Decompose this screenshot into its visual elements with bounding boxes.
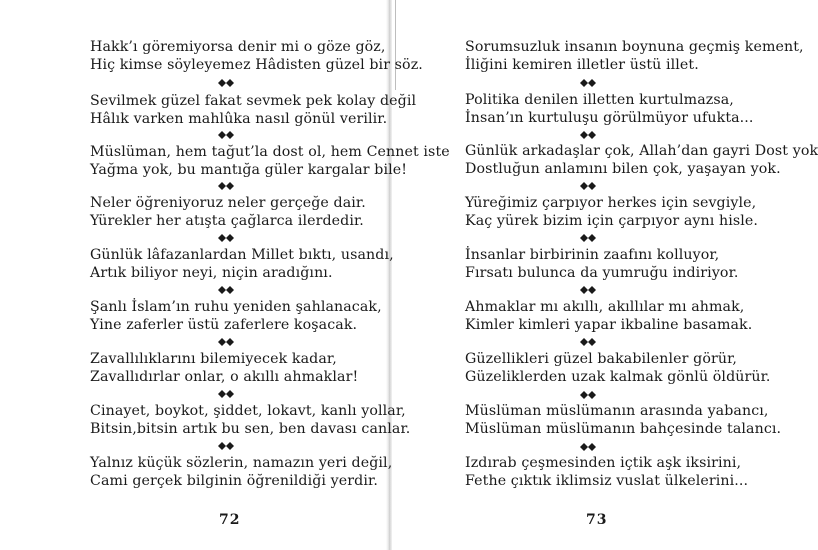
double-diamond-icon bbox=[580, 391, 600, 399]
stanza bbox=[90, 92, 416, 128]
double-diamond-icon bbox=[580, 234, 600, 242]
verse-line: Müslüman, hem tağut’la dost ol, hem Cennet iste bbox=[90, 144, 450, 160]
stanza bbox=[90, 402, 410, 438]
double-diamond-icon bbox=[218, 390, 238, 398]
verse-line: Zavallılıklarını bilemiyecek kadar, bbox=[90, 351, 337, 367]
page-number: 72 bbox=[219, 512, 241, 528]
stanza bbox=[90, 350, 358, 386]
verse-line: Yağma yok, bu mantığa güler kargalar bile! bbox=[90, 162, 408, 178]
stanza bbox=[90, 38, 423, 74]
verse-line: İnsanlar birbirinin zaafını kolluyor, bbox=[465, 247, 720, 263]
verse-line: Cinayet, boykot, şiddet, lokavt, kanlı yollar, bbox=[90, 403, 406, 419]
verse-line: Politika denilen illetten kurtulmazsa, bbox=[465, 92, 734, 108]
verse-line: Zavallıdırlar onlar, o akıllı ahmaklar! bbox=[90, 369, 359, 385]
verse-line: Güzeliklerden uzak kalmak gönlü öldürür. bbox=[465, 369, 771, 385]
double-diamond-icon bbox=[218, 131, 238, 139]
verse-line: Yürekler her atışta çağlarca ilerdedir. bbox=[90, 213, 364, 229]
verse-line: Günlük arkadaşlar çok, Allah’dan gayri Dost yok bbox=[465, 143, 818, 159]
stanza bbox=[90, 298, 382, 334]
double-diamond-icon bbox=[218, 182, 238, 190]
verse-line: Sevilmek güzel fakat sevmek pek kolay değil bbox=[90, 93, 417, 109]
verse-line: Hakk’ı göremiyorsa denir mi o göze göz, bbox=[90, 39, 386, 55]
stanza bbox=[465, 350, 771, 386]
verse-line: Günlük lâfazanlardan Millet bıktı, usandı, bbox=[90, 247, 394, 263]
double-diamond-icon bbox=[580, 182, 600, 190]
stanza bbox=[90, 246, 394, 282]
verse-line: Dostluğun anlamını bilen çok, yaşayan yok. bbox=[465, 161, 781, 177]
verse-line: Müslüman müslümanın bahçesinde talancı. bbox=[465, 421, 782, 437]
verse-line: Bitsin,bitsin artık bu sen, ben davası canlar. bbox=[90, 421, 411, 437]
verse-line: Artık biliyor neyi, niçin aradığını. bbox=[90, 265, 333, 281]
verse-line: Cami gerçek bilginin öğrenildiği yerdir. bbox=[90, 473, 378, 489]
stanza bbox=[90, 194, 366, 230]
right-page bbox=[390, 0, 818, 550]
stanza bbox=[465, 402, 781, 438]
stanza bbox=[465, 298, 752, 334]
stanza bbox=[465, 38, 804, 74]
verse-line: Müslüman müslümanın arasında yabancı, bbox=[465, 403, 769, 419]
stanza bbox=[465, 454, 748, 490]
double-diamond-icon bbox=[580, 338, 600, 346]
verse-line: Sorumsuzluk insanın boynuna geçmiş kement, bbox=[465, 39, 804, 55]
verse-line: Yalnız küçük sözlerin, namazın yeri değil, bbox=[90, 455, 393, 471]
double-diamond-icon bbox=[218, 338, 238, 346]
stanza bbox=[465, 142, 818, 178]
stanza bbox=[90, 454, 392, 490]
verse-line: Fethe çıktık iklimsiz vuslat ülkelerini... bbox=[465, 473, 749, 489]
double-diamond-icon bbox=[218, 79, 238, 87]
stanza bbox=[465, 246, 739, 282]
verse-line: Izdırab çeşmesinden içtik aşk iksirini, bbox=[465, 455, 742, 471]
double-diamond-icon bbox=[218, 286, 238, 294]
double-diamond-icon bbox=[580, 443, 600, 451]
verse-line: Neler öğreniyoruz neler gerçeğe dair. bbox=[90, 195, 366, 211]
verse-line: Hâlık varken mahlûka nasıl gönül verilir. bbox=[90, 111, 388, 127]
page-number: 73 bbox=[586, 512, 608, 528]
verse-line: Yine zaferler üstü zaferlere koşacak. bbox=[90, 317, 358, 333]
verse-line: Kimler kimleri yapar ikbaline basamak. bbox=[465, 317, 753, 333]
double-diamond-icon bbox=[218, 234, 238, 242]
verse-line: İliğini kemiren illetler üstü illet. bbox=[465, 57, 699, 73]
double-diamond-icon bbox=[218, 442, 238, 450]
verse-line: Güzellikleri güzel bakabilenler görür, bbox=[465, 351, 738, 367]
verse-line: Fırsatı bulunca da yumruğu indiriyor. bbox=[465, 265, 739, 281]
double-diamond-icon bbox=[580, 79, 600, 87]
verse-line: Hiç kimse söyleyemez Hâdisten güzel bir söz. bbox=[90, 57, 423, 73]
stanza bbox=[465, 194, 758, 230]
stanza bbox=[465, 91, 754, 127]
verse-line: Yüreğimiz çarpıyor herkes için sevgiyle, bbox=[465, 195, 757, 211]
verse-line: Kaç yürek bizim için çarpıyor aynı hisle. bbox=[465, 213, 759, 229]
verse-line: Ahmaklar mı akıllı, akıllılar mı ahmak, bbox=[465, 299, 745, 315]
double-diamond-icon bbox=[580, 131, 600, 139]
double-diamond-icon bbox=[580, 286, 600, 294]
verse-line: Şanlı İslam’ın ruhu yeniden şahlanacak, bbox=[90, 299, 382, 315]
verse-line: İnsan’ın kurtuluşu görülmüyor ufukta... bbox=[465, 110, 754, 126]
